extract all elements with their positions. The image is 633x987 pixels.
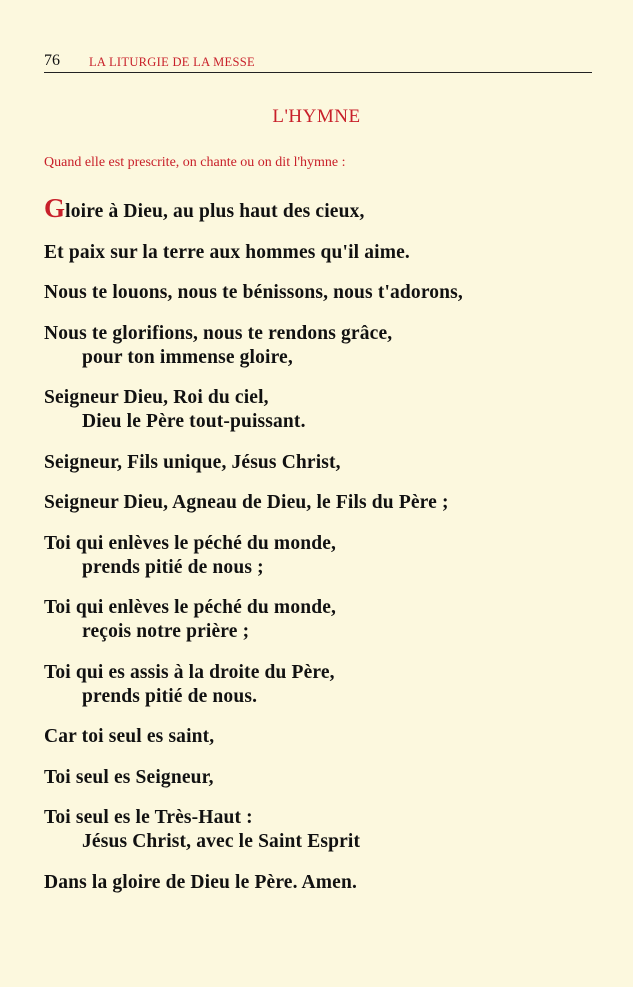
- verse: [44, 596, 604, 644]
- verse: [44, 766, 604, 790]
- verse: [44, 451, 604, 475]
- verse-line: Toi qui enlèves le péché du monde,: [44, 597, 337, 618]
- verse: [44, 725, 604, 749]
- verse: [44, 322, 604, 370]
- verse-line: Seigneur, Fils unique, Jésus Christ,: [44, 451, 341, 473]
- verse-line-indented: reçois notre prière ;: [82, 621, 250, 642]
- verse: [44, 661, 604, 709]
- verse: [44, 193, 604, 224]
- verse-line: Toi seul es le Très-Haut :: [44, 807, 253, 828]
- verse-line: [44, 193, 604, 224]
- verse-line: Seigneur Dieu, Roi du ciel,: [44, 387, 269, 408]
- verse-line-indented: Jésus Christ, avec le Saint Esprit: [82, 831, 361, 852]
- verse-line: Toi qui enlèves le péché du monde,: [44, 532, 337, 554]
- verse-line-indented: pour ton immense gloire,: [82, 346, 293, 368]
- section-title: L'HYMNE: [272, 106, 361, 127]
- hymn-text: [44, 193, 604, 911]
- verse-line: Toi seul es Seigneur,: [44, 766, 214, 788]
- verse-line: Nous te louons, nous te bénissons, nous t'adorons,: [44, 282, 463, 303]
- verse-line-indented: prends pitié de nous.: [82, 685, 258, 707]
- verse: [44, 281, 604, 305]
- verse-line-indented: prends pitié de nous ;: [82, 556, 264, 578]
- verse: [44, 532, 604, 580]
- verse-line: Dans la gloire de Dieu le Père. Amen.: [44, 871, 357, 893]
- running-title: LA LITURGIE DE LA MESSE: [89, 55, 255, 69]
- verse: [44, 491, 604, 515]
- drop-initial: G: [44, 193, 66, 223]
- verse-line-indented: Dieu le Père tout-puissant.: [82, 411, 306, 432]
- header-rule: [44, 72, 592, 73]
- verse-line: Car toi seul es saint,: [44, 726, 215, 747]
- running-header: [44, 52, 592, 74]
- verse-line-text: loire à Dieu, au plus haut des cieux,: [65, 201, 365, 222]
- verse-line: Et paix sur la terre aux hommes qu'il aime.: [44, 241, 410, 263]
- verse-line: Seigneur Dieu, Agneau de Dieu, le Fils du Père ;: [44, 492, 449, 513]
- verse: [44, 241, 604, 265]
- verse: [44, 806, 604, 854]
- verse: [44, 871, 604, 895]
- page-number: 76: [44, 52, 60, 69]
- verse-line: Toi qui es assis à la droite du Père,: [44, 661, 335, 683]
- verse: [44, 386, 604, 434]
- verse-line: Nous te glorifions, nous te rendons grâce,: [44, 322, 393, 344]
- rubric: Quand elle est prescrite, on chante ou on dit l'hymne :: [44, 155, 346, 170]
